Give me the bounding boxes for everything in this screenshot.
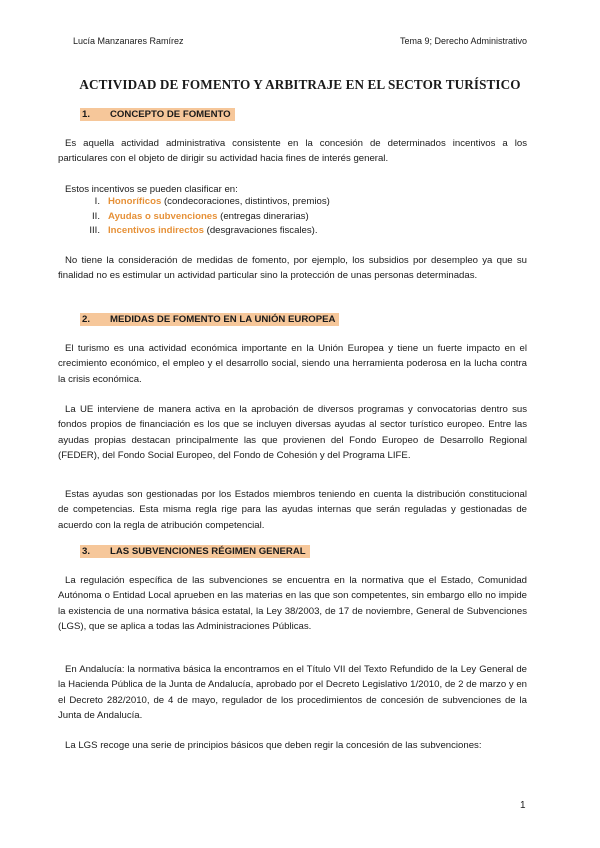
section-heading-2 — [80, 313, 339, 326]
section-title: LAS SUBVENCIONES RÉGIMEN GENERAL — [110, 546, 306, 557]
header-topic: Tema 9; Derecho Administrativo — [399, 36, 527, 46]
paragraph-lgs-principles: La LGS recoge una serie de principios básicos que deben regir la concesión de las subvenciones: — [65, 740, 482, 751]
paragraph-subsidies-note: No tiene la consideración de medidas de fomento, por ejemplo, los subsidios por desempleo ya que su finalidad no es estimular un actividad particular sino la protección de unas personas determinadas. — [58, 255, 527, 282]
list-item: III. Incentivos indirectos (desgravaciones fiscales). — [89, 225, 318, 236]
section-title: MEDIDAS DE FOMENTO EN LA UNIÓN EUROPEA — [110, 314, 336, 325]
section-number: 1. — [82, 109, 91, 120]
page-number: 1 — [520, 800, 526, 811]
paragraph-eu-funds: La UE interviene de manera activa en la aprobación de diversos programas y convocatorias dentro sus fondos propios de financiación es los que se incluyen diversas ayudas al sector turístico europeo. Entre las ayudas propias destacan principalmente las que provienen del Fondo Europeo de Desarrollo Regional (FEDER), del Fondo Social Europeo, del Fondo de Cohesión y del Programa LIFE. — [58, 404, 527, 462]
section-title: CONCEPTO DE FOMENTO — [110, 109, 231, 120]
paragraph-definition: Es aquella actividad administrativa consistente en la concesión de determinados incentivos a los particulares con el objeto de dirigir su actividad hacia fines de interés general. — [58, 138, 527, 165]
header-author: Lucía Manzanares Ramírez — [73, 36, 184, 46]
paragraph-management: Estas ayudas son gestionadas por los Estados miembros teniendo en cuenta la distribución constitucional de competencias. Esta misma regla rige para las ayudas internas que serán reguladas y gestionadas de acuerdo con la regla de atribución competencial. — [58, 489, 527, 531]
list-item: I. Honoríficos (condecoraciones, distintivos, premios) — [94, 196, 330, 207]
list-item: II. Ayudas o subvenciones (entregas dinerarias) — [92, 210, 309, 222]
section-heading-1 — [80, 108, 235, 121]
paragraph-regulation: La regulación específica de las subvenciones se encuentra en la normativa que el Estado, Comunidad Autónoma o Entidad Local aprueben en las materias en las que son competentes, sin embargo ello no impide la existencia de una normativa básica estatal, la Ley 38/2003, de 17 de noviembre, General de Subvenciones (LGS), que se aplica a todas las Administraciones Públicas. — [58, 575, 527, 633]
document-title: ACTIVIDAD DE FOMENTO Y ARBITRAJE EN EL SECTOR TURÍSTICO — [79, 77, 521, 92]
paragraph-tourism-eu: El turismo es una actividad económica importante en la Unión Europea y tiene un fuerte impacto en el crecimiento económico, el empleo y el desarrollo social, siendo una herramienta poderosa en la lucha contra la crisis económica. — [58, 343, 527, 385]
page-header — [73, 36, 527, 46]
section-number: 2. — [82, 314, 91, 325]
paragraph-andalucia: En Andalucía: la normativa básica la encontramos en el Título VII del Texto Refundido de la Ley General de la Hacienda Pública de la Junta de Andalucía, aprobado por el Decreto Legislativo 1/2010, de 2 de marzo y en el Decreto 282/2010, de 4 de mayo, regulador de los procedimientos de concesión de subvenciones de la Junta de Andalucía. — [58, 664, 527, 722]
incentives-list — [78, 195, 330, 239]
section-number: 3. — [82, 546, 91, 557]
section-heading-3 — [80, 545, 310, 558]
paragraph-classification-intro: Estos incentivos se pueden clasificar en: — [65, 184, 238, 195]
